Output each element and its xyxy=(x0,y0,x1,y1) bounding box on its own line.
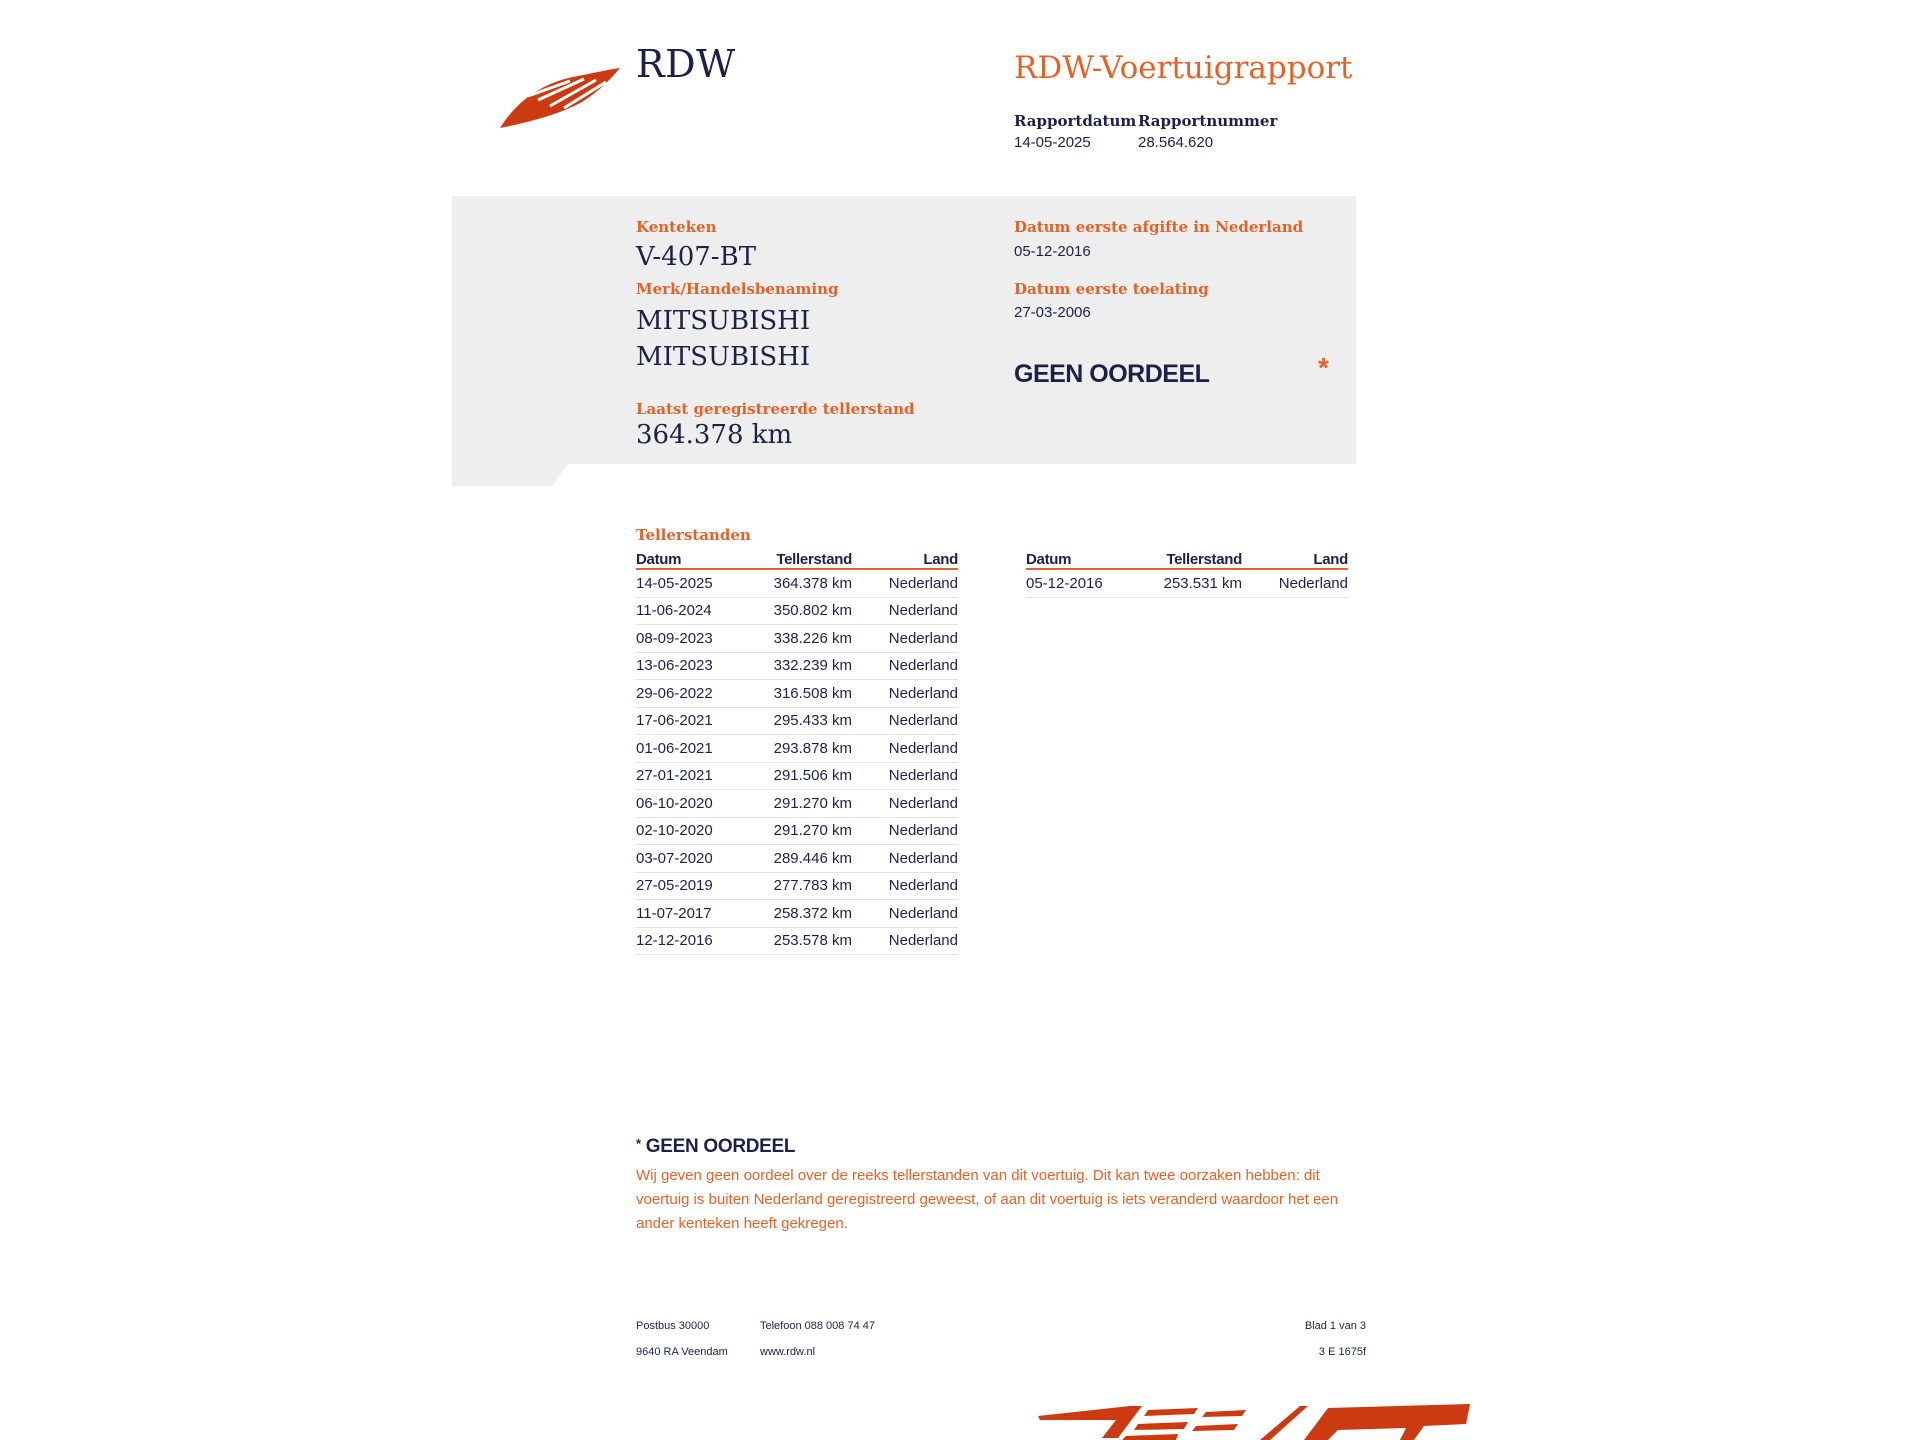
odometer-readings-heading: Tellerstanden xyxy=(636,526,751,544)
reading-odometer: 291.270 km xyxy=(754,817,852,845)
report-number-label: Rapportnummer xyxy=(1138,112,1278,130)
footnote-mark: * xyxy=(636,1136,641,1151)
vehicle-trade-name: MITSUBISHI xyxy=(636,342,811,372)
reading-odometer: 316.508 km xyxy=(754,680,852,708)
column-header-odometer: Tellerstand xyxy=(1144,548,1242,569)
reading-odometer: 291.270 km xyxy=(754,790,852,818)
reading-odometer: 291.506 km xyxy=(754,762,852,790)
reading-odometer: 277.783 km xyxy=(754,872,852,900)
reading-country: Nederland xyxy=(852,790,958,818)
reading-date: 03-07-2020 xyxy=(636,845,754,873)
column-header-date: Datum xyxy=(636,548,754,569)
reading-country: Nederland xyxy=(852,707,958,735)
reading-odometer: 364.378 km xyxy=(754,569,852,597)
reading-date: 27-01-2021 xyxy=(636,762,754,790)
make-label: Merk/Handelsbenaming xyxy=(636,280,839,298)
table-row xyxy=(636,597,958,625)
rdw-logo xyxy=(498,62,620,130)
footer-postbus: Postbus 30000 xyxy=(636,1320,710,1332)
reading-odometer: 253.531 km xyxy=(1144,569,1242,597)
column-header-country: Land xyxy=(1242,548,1348,569)
column-header-country: Land xyxy=(852,548,958,569)
footer-page-number: Blad 1 van 3 xyxy=(1304,1320,1366,1332)
report-date: 14-05-2025 xyxy=(1014,134,1091,151)
first-admission-label: Datum eerste toelating xyxy=(1014,280,1209,298)
reading-country: Nederland xyxy=(852,872,958,900)
vehicle-summary-panel xyxy=(452,196,1356,486)
footnote-text: Wij geven geen oordeel over de reeks tellerstanden van dit voertuig. Dit kan twee oorzaken hebben: dit voertuig is buiten Nederland geregistreerd geweest, of aan dit voertuig is iets veranderd waardoor het een ander kenteken heeft gekregen. xyxy=(636,1167,1339,1232)
reading-date: 13-06-2023 xyxy=(636,652,754,680)
table-row xyxy=(1026,569,1348,597)
reading-odometer: 258.372 km xyxy=(754,900,852,928)
table-row xyxy=(636,927,958,955)
table-row xyxy=(636,735,958,763)
report-number: 28.564.620 xyxy=(1138,134,1214,151)
reading-odometer: 253.578 km xyxy=(754,927,852,955)
reading-country: Nederland xyxy=(852,735,958,763)
column-header-date: Datum xyxy=(1026,548,1144,569)
table-row xyxy=(636,790,958,818)
reading-date: 27-05-2019 xyxy=(636,872,754,900)
table-row xyxy=(636,872,958,900)
reading-odometer: 350.802 km xyxy=(754,597,852,625)
reading-country: Nederland xyxy=(1242,569,1348,597)
reading-country: Nederland xyxy=(852,652,958,680)
brand-name: RDW xyxy=(636,42,736,86)
column-header-odometer: Tellerstand xyxy=(754,548,852,569)
reading-date: 29-06-2022 xyxy=(636,680,754,708)
decorative-stripes-graphic xyxy=(1038,1402,1470,1440)
reading-date: 12-12-2016 xyxy=(636,927,754,955)
table-row xyxy=(636,680,958,708)
reading-country: Nederland xyxy=(852,569,958,597)
table-row xyxy=(636,707,958,735)
reading-date: 11-07-2017 xyxy=(636,900,754,928)
reading-country: Nederland xyxy=(852,817,958,845)
reading-date: 11-06-2024 xyxy=(636,597,754,625)
first-admission-date: 27-03-2006 xyxy=(1014,304,1091,321)
report-title: RDW-Voertuigrapport xyxy=(1014,50,1353,86)
reading-odometer: 293.878 km xyxy=(754,735,852,763)
reading-odometer: 338.226 km xyxy=(754,625,852,653)
reading-country: Nederland xyxy=(852,927,958,955)
table-row xyxy=(636,900,958,928)
table-row xyxy=(636,625,958,653)
reading-date: 01-06-2021 xyxy=(636,735,754,763)
reading-date: 14-05-2025 xyxy=(636,569,754,597)
footer-website[interactable]: www.rdw.nl xyxy=(760,1346,816,1358)
footer-city: 9640 RA Veendam xyxy=(636,1346,728,1358)
table-row xyxy=(636,762,958,790)
reading-date: 08-09-2023 xyxy=(636,625,754,653)
plate-label: Kenteken xyxy=(636,218,717,236)
table-row xyxy=(636,845,958,873)
last-odometer: 364.378 km xyxy=(636,420,793,450)
reading-country: Nederland xyxy=(852,845,958,873)
footnote-title xyxy=(636,1136,795,1158)
table-row xyxy=(636,817,958,845)
reading-date: 06-10-2020 xyxy=(636,790,754,818)
table-row xyxy=(636,569,958,597)
reading-country: Nederland xyxy=(852,625,958,653)
reading-date: 17-06-2021 xyxy=(636,707,754,735)
odometer-table-left xyxy=(636,548,958,955)
footer-phone: Telefoon 088 008 74 47 xyxy=(760,1320,875,1332)
verdict-footnote-mark: * xyxy=(1318,352,1329,383)
reading-country: Nederland xyxy=(852,900,958,928)
report-date-label: Rapportdatum xyxy=(1014,112,1137,130)
footer-document-code: 3 E 1675f xyxy=(1318,1346,1366,1358)
table-row xyxy=(636,652,958,680)
reading-odometer: 289.446 km xyxy=(754,845,852,873)
first-nl-label: Datum eerste afgifte in Nederland xyxy=(1014,218,1304,236)
reading-country: Nederland xyxy=(852,762,958,790)
reading-country: Nederland xyxy=(852,680,958,708)
footnote-title-text: GEEN OORDEEL xyxy=(645,1136,796,1157)
vehicle-make: MITSUBISHI xyxy=(636,306,811,336)
reading-date: 02-10-2020 xyxy=(636,817,754,845)
odometer-table-right xyxy=(1026,548,1348,598)
first-nl-date: 05-12-2016 xyxy=(1014,243,1091,260)
reading-country: Nederland xyxy=(852,597,958,625)
reading-date: 05-12-2016 xyxy=(1026,569,1144,597)
reading-odometer: 295.433 km xyxy=(754,707,852,735)
license-plate: V-407-BT xyxy=(636,242,757,272)
reading-odometer: 332.239 km xyxy=(754,652,852,680)
verdict: GEEN OORDEEL xyxy=(1014,360,1210,388)
odometer-label: Laatst geregistreerde tellerstand xyxy=(636,400,915,418)
